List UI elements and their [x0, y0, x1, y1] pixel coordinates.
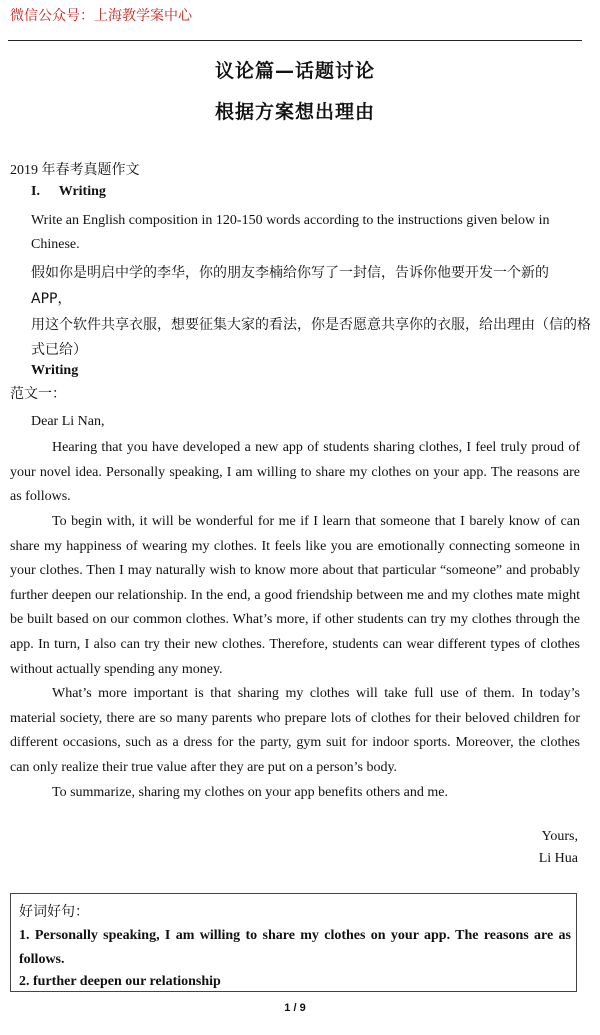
- letter-signature: Li Hua: [538, 851, 578, 866]
- sample-essay-label: 范文一：: [10, 386, 66, 402]
- essay-paragraph-4: [10, 781, 580, 806]
- header-divider: [8, 40, 582, 41]
- vocab-item-1: 1. Personally speaking, I am willing to share my clothes on your app. The reasons are as follows.: [19, 928, 571, 967]
- exam-source: [10, 159, 140, 179]
- vocab-title: 好词好句：: [19, 904, 89, 920]
- section-number: I.: [31, 184, 40, 199]
- chinese-prompt-line-3: 用这个软件共享衣服，想要征集大家的看法，你是否愿意共享你的衣服，给出理由（信的格: [31, 317, 591, 333]
- instruction-line-2: Chinese.: [31, 237, 80, 252]
- writing-label: Writing: [31, 363, 79, 378]
- letter-closing: Yours,: [541, 829, 578, 844]
- essay-paragraph-3: [10, 682, 580, 780]
- vocab-item-2: 2. further deepen our relationship: [19, 974, 221, 989]
- page-subtitle: 根据方案想出理由: [214, 101, 375, 123]
- chinese-prompt-line-1: 假如你是明启中学的李华，你的朋友李楠给你写了一封信，告诉你他要开发一个新的: [31, 265, 549, 281]
- essay-paragraph-2-text: To begin with, it will be wonderful for me if I learn that someone that I barely know of can share my happiness of wearing my clothes. It feels like you are emotionally connecting someone in your clothes. Then I may naturally wish to know more about that particular “someone” and probably further deepen our relationship. In the end, a good friendship between me and my clothes mate might be built based on our common clothes. What’s more, if other students can try my clothes through the app. In turn, I also can try their new clothes. Therefore, students can wear different types of clothes without actually spending any money.: [10, 514, 580, 677]
- section-heading: [31, 184, 106, 200]
- chinese-prompt-line-2: APP，: [31, 291, 72, 307]
- instruction-line-1: Write an English composition in 120-150 words according to the instructions given below in: [31, 213, 550, 228]
- essay-paragraph-1: [10, 436, 580, 510]
- essay-paragraph-4-text: To summarize, sharing my clothes on your app benefits others and me.: [52, 785, 448, 800]
- page-title: 议论篇—话题讨论: [214, 60, 375, 82]
- vocab-box: [10, 893, 577, 992]
- chinese-prompt-line-4: 式已给）: [31, 342, 87, 358]
- essay-paragraph-2: [10, 510, 580, 682]
- letter-greeting: Dear Li Nan,: [31, 414, 105, 429]
- section-name: Writing: [58, 184, 106, 199]
- wechat-account-header: 微信公众号：上海教学案中心: [10, 8, 192, 24]
- exam-source-text: 2019 年春考真题作文: [10, 163, 140, 178]
- page-number: 1 / 9: [284, 1002, 306, 1014]
- essay-paragraph-3-text: What’s more important is that sharing my clothes will take full use of them. In today’s material society, there are so many parents who prepare lots of clothes for their beloved children for different occasions, such as a dress for the party, gym suit for indoor sports. Moreover, the clothes can only realize their true value after they are put on a person’s body.: [10, 686, 580, 775]
- essay-paragraph-1-text: Hearing that you have developed a new app of students sharing clothes, I feel truly proud of your novel idea. Personally speaking, I am willing to share my clothes on your app. The reasons are as follows.: [10, 440, 580, 505]
